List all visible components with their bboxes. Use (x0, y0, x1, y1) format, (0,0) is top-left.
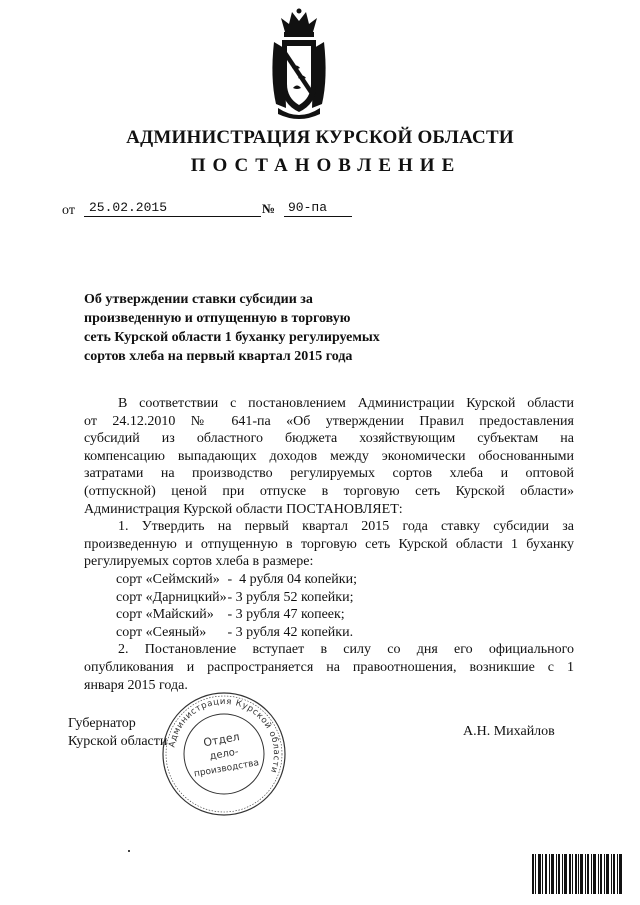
stamp-ring-text: Администрация Курской области (167, 696, 282, 775)
document-date: 25.02.2015 (84, 200, 261, 217)
rate-value: - 3 рубля 42 копейки. (227, 624, 354, 640)
subject-line: Об утверждении ставки субсидии за (84, 292, 313, 307)
rate-row (84, 624, 574, 642)
rate-row (84, 589, 574, 607)
rate-value: - 3 рубля 47 копеек; (227, 607, 345, 623)
body-line: компенсацию выпадающих доходов между экономически обоснованными (84, 448, 574, 464)
barcode-icon (532, 854, 624, 894)
body-line: опубликования и распространяется на правоотношения, возникшие с 1 (84, 659, 574, 675)
body-line: 1. Утвердить на первый квартал 2015 года ставку субсидии за (118, 519, 574, 535)
signer-title (68, 715, 167, 751)
signer-title-line: Курской области (68, 734, 168, 749)
body-line: В соответствии с постановлением Администрации Курской области (118, 396, 574, 411)
date-prefix: от (62, 203, 75, 218)
rate-name: сорт «Сеймский» (116, 571, 220, 587)
scan-speck (128, 850, 130, 852)
document-body (84, 395, 574, 694)
official-stamp (160, 690, 288, 818)
stamp-center-line: дело- (208, 746, 240, 763)
rate-name: сорт «Майский» (116, 607, 214, 623)
body-line: Администрация Курской области ПОСТАНОВЛЯЕТ: (84, 501, 403, 517)
document-number: 90-па (284, 200, 352, 217)
body-line: субсидий из областного бюджета хозяйствующим субъектам на (84, 431, 574, 447)
rate-value: - 4 рубля 04 копейки; (227, 571, 357, 587)
rate-row (84, 606, 574, 624)
stamp-center-line: Отдел (202, 730, 241, 750)
body-line: (отпускной) ценой при отпуске в торговую сеть Курской области» (84, 483, 574, 499)
stamp-center-line: производства (193, 758, 260, 780)
body-line: от 24.12.2010 № 641-па «Об утверждении Правил предоставления (84, 413, 574, 429)
subject-line: сеть Курской области 1 буханку регулируемых (84, 330, 380, 345)
organization-title: АДМИНИСТРАЦИЯ КУРСКОЙ ОБЛАСТИ (126, 127, 514, 148)
signer-name: А.Н. Михайлов (463, 724, 555, 739)
rate-row (84, 571, 574, 589)
coat-of-arms-icon (268, 8, 330, 120)
subject-line: произведенную и отпущенную в торговую (84, 311, 351, 326)
body-line: затратами на производство регулируемых сортов хлеба и оптовой (84, 466, 574, 482)
body-line: произведенную и отпущенную в торговую сеть Курской области 1 буханку (84, 536, 574, 552)
body-line: 2. Постановление вступает в силу со дня его официального (118, 642, 574, 658)
body-line: регулируемых сортов хлеба в размере: (84, 554, 314, 570)
document-subject (84, 290, 484, 366)
rate-name: сорт «Сеяный» (116, 624, 207, 640)
document-dateline (62, 200, 382, 224)
number-sign: № (262, 201, 276, 216)
rate-name: сорт «Дарницкий» (116, 589, 227, 605)
subject-line: сортов хлеба на первый квартал 2015 года (84, 349, 353, 364)
signer-title-line: Губернатор (68, 716, 136, 731)
document-type-heading: ПОСТАНОВЛЕНИЕ (190, 155, 462, 176)
rate-value: - 3 рубля 52 копейки; (227, 589, 354, 605)
body-line: января 2015 года. (84, 677, 188, 693)
